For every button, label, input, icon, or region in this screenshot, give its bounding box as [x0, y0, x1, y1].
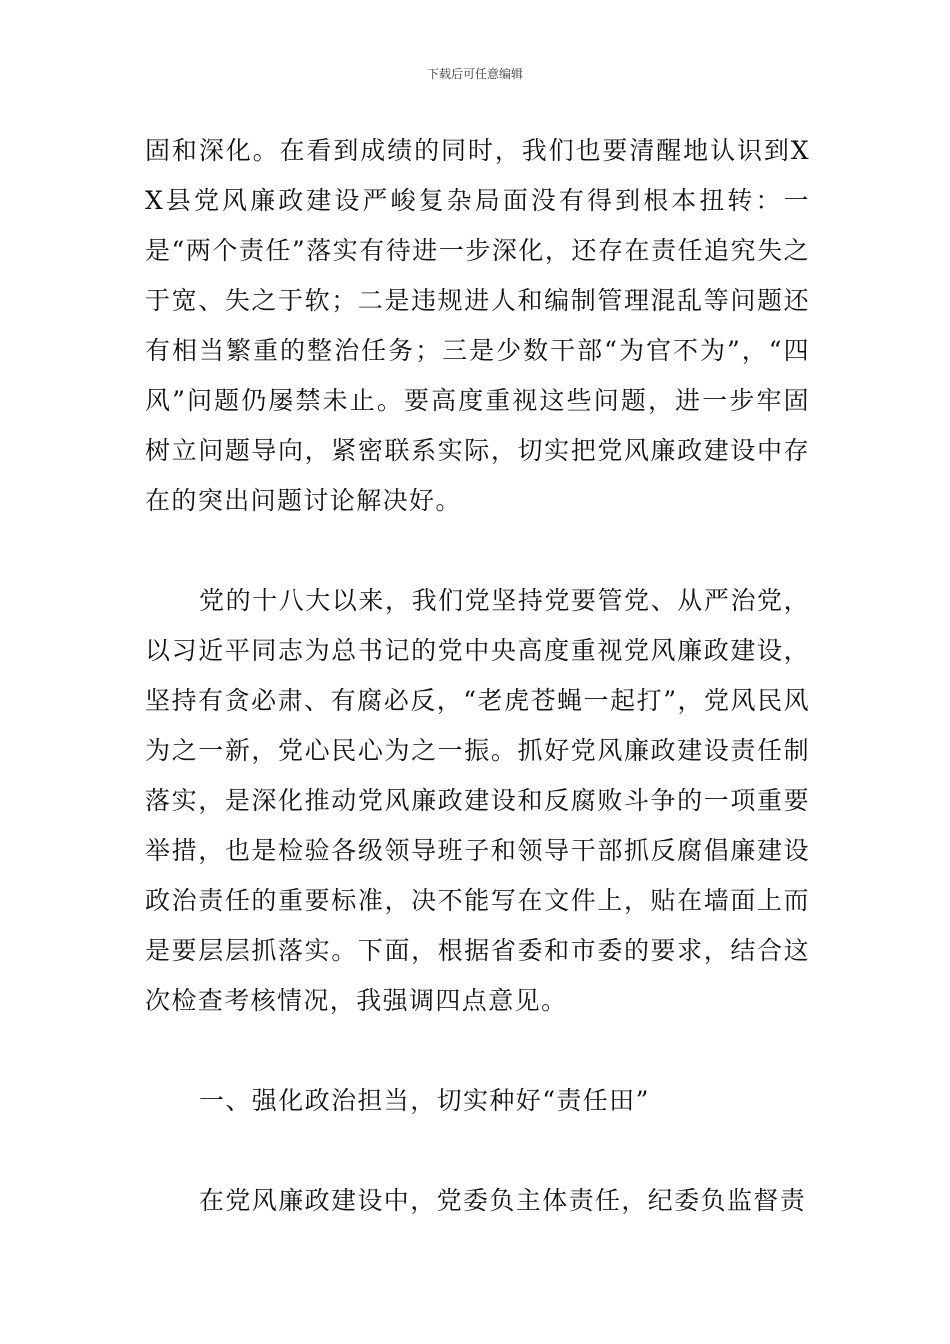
document-body [145, 126, 810, 1226]
paragraph: 党的十八大以来，我们党坚持党要管党、从严治党，以习近平同志为总书记的党中央高度重视党风廉政建设，坚持有贪必肃、有腐必反，“老虎苍蝇一起打”，党风民风为之一新，党心民心为之一振。抓好党风廉政建设责任制落实，是深化推动党风廉政建设和反腐败斗争的一项重要举措，也是检验各级领导班子和领导干部抓反腐倡廉建设政治责任的重要标准，决不能写在文件上，贴在墙面上而是要层层抓落实。下面，根据省委和市委的要求，结合这次检查考核情况，我强调四点意见。 [145, 586, 810, 1015]
page-header: 下载后可任意编辑 [426, 67, 523, 81]
paragraph: 在党风廉政建设中，党委负主体责任，纪委负监督责 [199, 1186, 807, 1215]
paragraph-continued: 固和深化。在看到成绩的同时，我们也要清醒地认识到XX县党风廉政建设严峻复杂局面没有得到根本扭转：一是“两个责任”落实有待进一步深化，还存在责任追究失之于宽、失之于软；二是违规进人和编制管理混乱等问题还有相当繁重的整治任务；三是少数干部“为官不为”，“四风”问题仍屡禁未止。要高度重视这些问题，进一步牢固树立问题导向，紧密联系实际，切实把党风廉政建设中存在的突出问题讨论解决好。 [145, 136, 810, 515]
section-heading: 一、强化政治担当，切实种好“责任田” [199, 1086, 650, 1115]
